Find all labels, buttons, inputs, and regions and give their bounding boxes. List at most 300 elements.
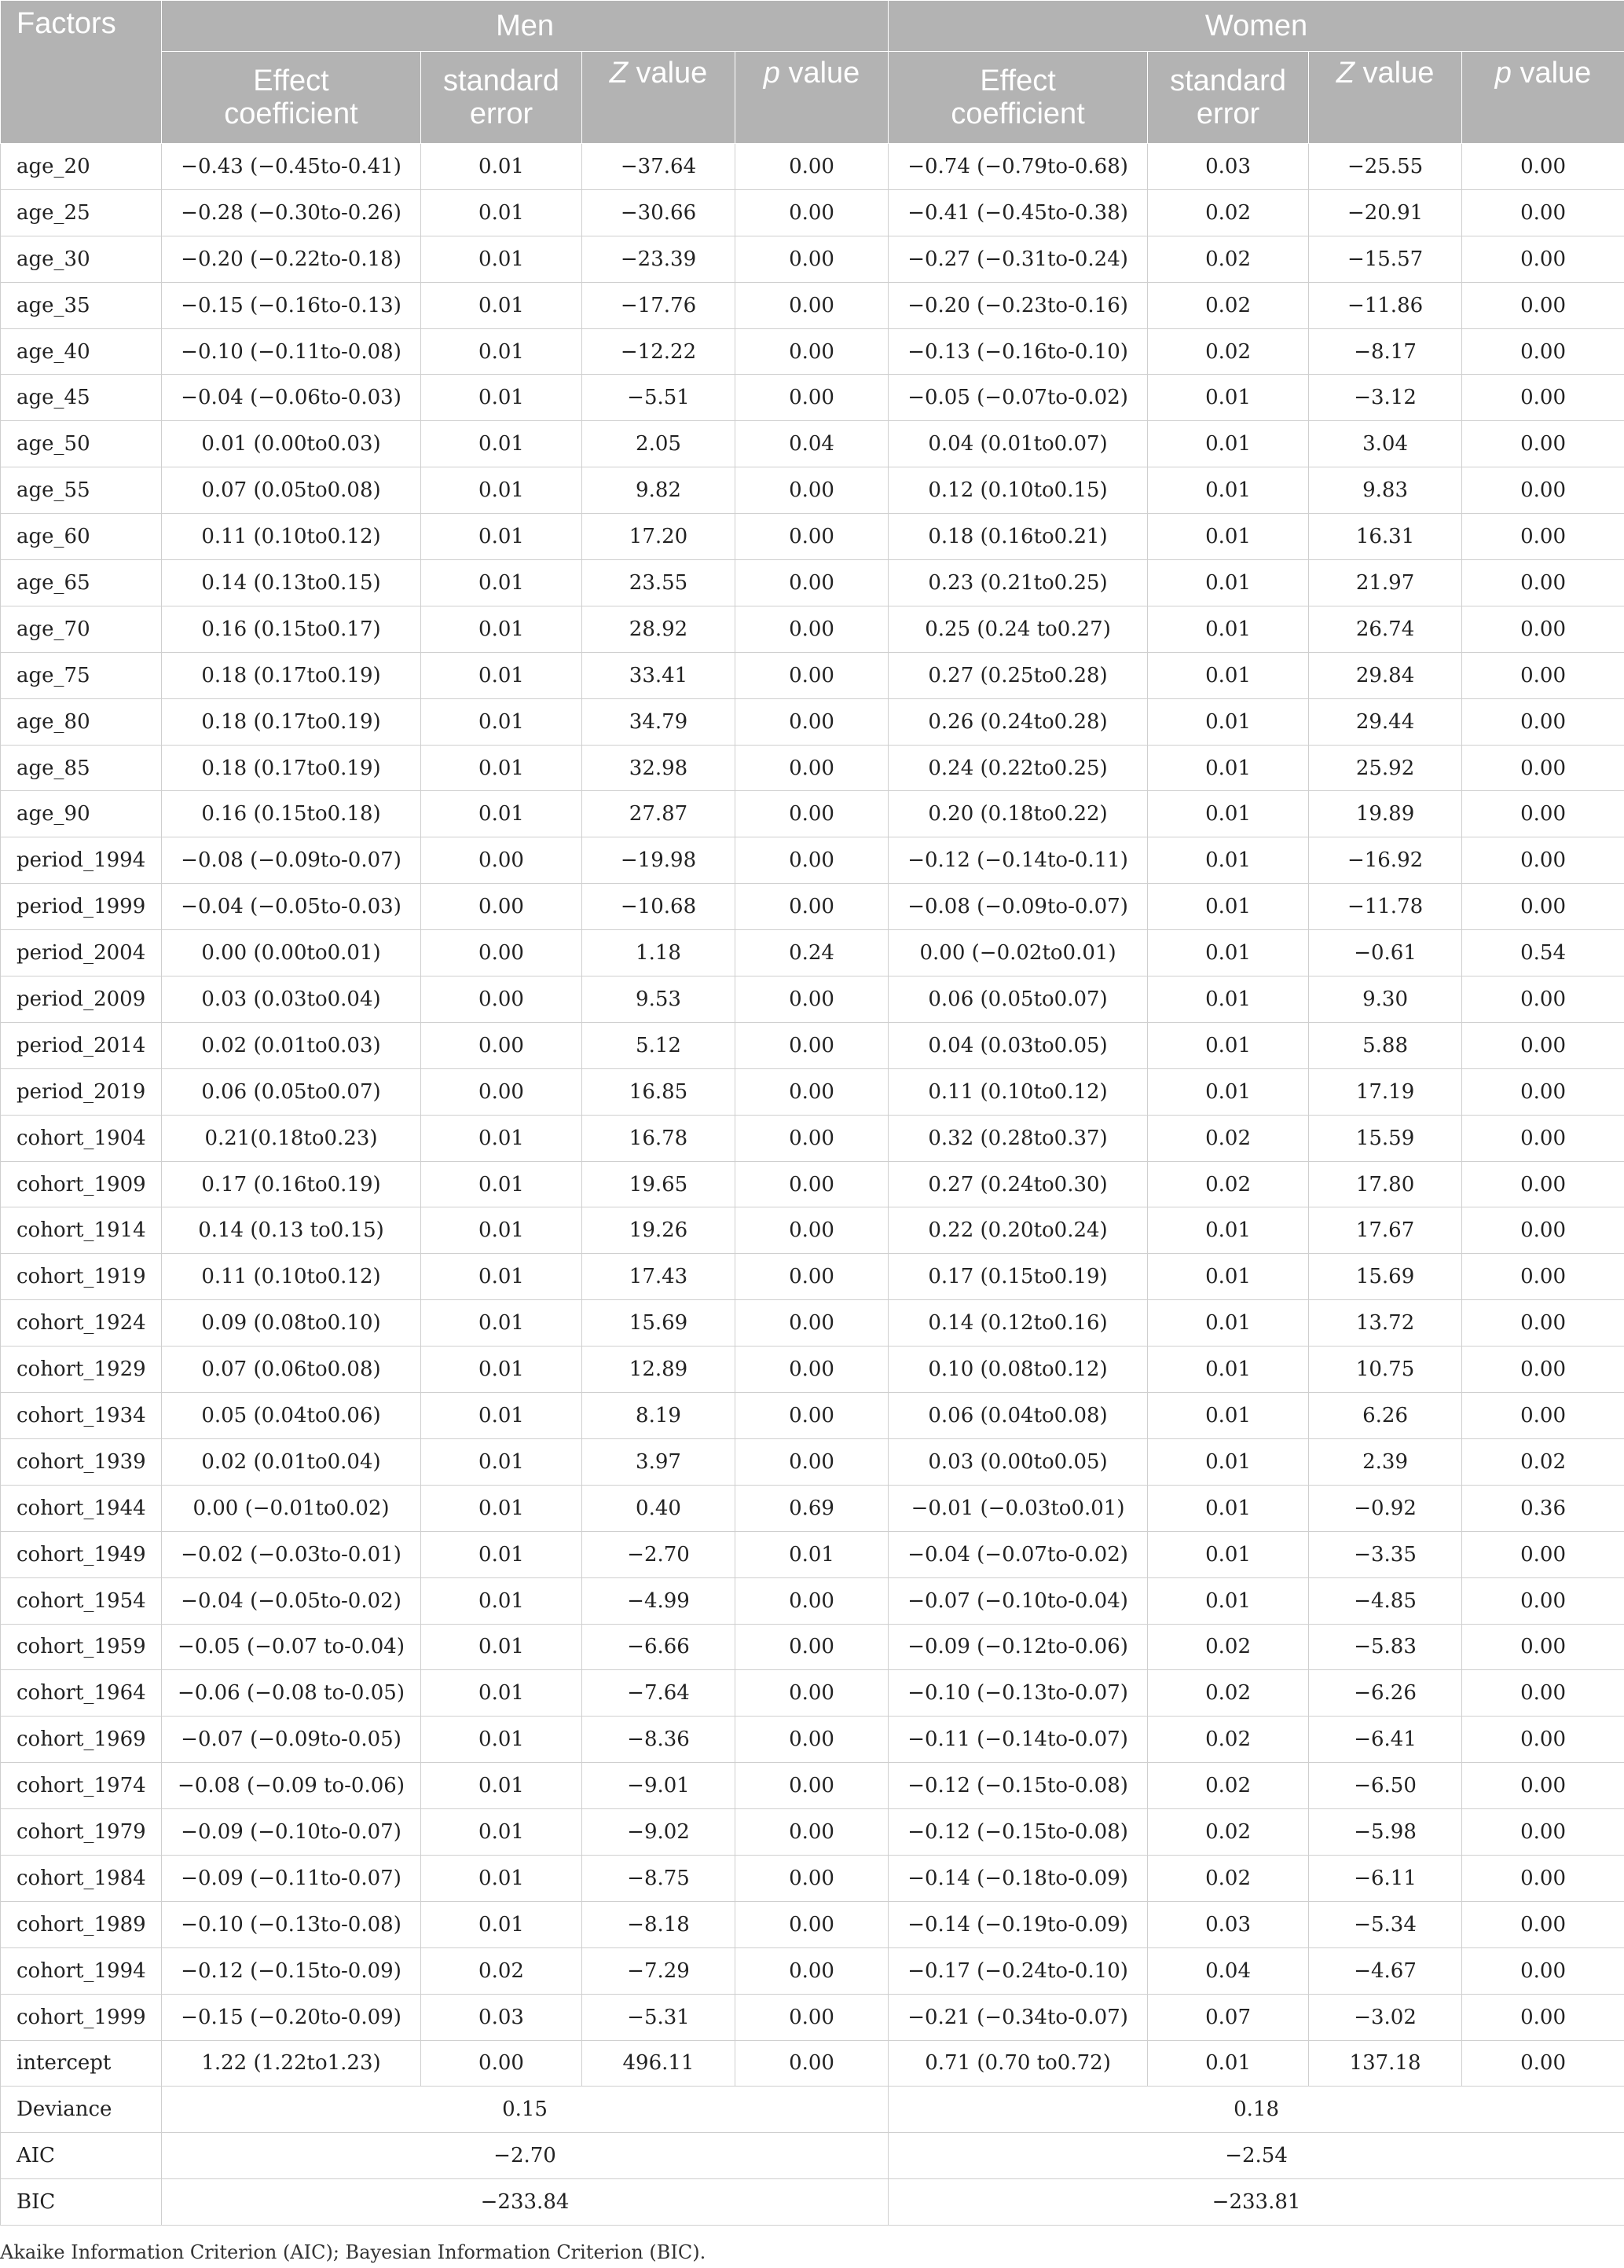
table-header — [1, 1, 1624, 144]
table-cell: 0.03 — [1148, 1901, 1309, 1947]
table-row — [1, 976, 1624, 1023]
table-cell: 0.01 — [1148, 1393, 1309, 1439]
table-row — [1, 698, 1624, 745]
table-cell: 0.00 — [1462, 652, 1624, 698]
table-cell: 9.53 — [582, 976, 735, 1023]
table-cell: −6.11 — [1309, 1855, 1462, 1901]
table-body — [1, 144, 1624, 2226]
table-cell: 0.01 — [1148, 1485, 1309, 1531]
table-row — [1, 652, 1624, 698]
table-cell: 17.80 — [1309, 1161, 1462, 1207]
table-cell: −0.13 (−0.16to-0.10) — [889, 328, 1148, 375]
table-cell: 0.00 — [1462, 606, 1624, 652]
table-row — [1, 1300, 1624, 1347]
table-cell: −0.17 (−0.24to-0.10) — [889, 1947, 1148, 1994]
table-cell: 0.00 — [1462, 2040, 1624, 2087]
table-cell: 0.00 — [1462, 1347, 1624, 1393]
table-cell: 28.92 — [582, 606, 735, 652]
table-cell: 0.69 — [735, 1485, 889, 1531]
table-cell: 0.01 — [421, 1161, 582, 1207]
table-cell: −4.67 — [1309, 1947, 1462, 1994]
table-cell: 0.01 — [1148, 1577, 1309, 1624]
table-cell: −0.07 (−0.10to-0.04) — [889, 1577, 1148, 1624]
table-cell: 0.00 — [735, 467, 889, 514]
table-cell: 0.00 — [735, 282, 889, 328]
table-cell: −11.78 — [1309, 884, 1462, 930]
table-cell: 0.01 — [1148, 976, 1309, 1023]
table-cell: 0.01 — [421, 1207, 582, 1254]
table-cell: 0.14 (0.13to0.15) — [162, 560, 421, 606]
table-cell: 0.02 — [1148, 1855, 1309, 1901]
table-cell: 0.02 — [1148, 1161, 1309, 1207]
table-cell: 0.00 (0.00to0.01) — [162, 930, 421, 976]
table-cell: 0.00 — [735, 1347, 889, 1393]
group-header-men: Men — [162, 1, 889, 52]
table-cell: 0.00 — [1462, 189, 1624, 236]
table-cell: 0.00 — [1462, 1068, 1624, 1115]
table-cell: 0.01 — [421, 514, 582, 560]
table-cell: 0.00 — [735, 1254, 889, 1300]
table-cell: −5.34 — [1309, 1901, 1462, 1947]
column-header-row — [1, 52, 1624, 144]
table-cell: 0.00 — [421, 1068, 582, 1115]
table-cell: 0.00 — [1462, 745, 1624, 791]
column-header-text: value — [1354, 57, 1435, 90]
summary-label: AIC — [1, 2133, 162, 2179]
factor-label: cohort_1974 — [1, 1763, 162, 1809]
table-cell: −0.14 (−0.19to-0.09) — [889, 1901, 1148, 1947]
table-cell: −4.99 — [582, 1577, 735, 1624]
table-cell: −7.29 — [582, 1947, 735, 1994]
factor-label: period_1994 — [1, 837, 162, 884]
factor-label: intercept — [1, 2040, 162, 2087]
table-cell: 0.01 — [421, 560, 582, 606]
table-cell: 9.30 — [1309, 976, 1462, 1023]
table-cell: 2.05 — [582, 421, 735, 467]
table-cell: 0.00 — [735, 1068, 889, 1115]
summary-value: −2.54 — [889, 2133, 1624, 2179]
table-cell: 0.00 (−0.02to0.01) — [889, 930, 1148, 976]
table-cell: 0.00 — [735, 1994, 889, 2040]
table-cell: −0.61 — [1309, 930, 1462, 976]
table-cell: 0.12 (0.10to0.15) — [889, 467, 1148, 514]
table-row — [1, 930, 1624, 976]
factor-label: cohort_1944 — [1, 1485, 162, 1531]
table-cell: 0.01 — [421, 328, 582, 375]
table-cell: 17.67 — [1309, 1207, 1462, 1254]
table-cell: −4.85 — [1309, 1577, 1462, 1624]
table-cell: 0.01 — [421, 1670, 582, 1717]
table-cell: 0.20 (0.18to0.22) — [889, 791, 1148, 837]
column-header-line1: standard — [443, 64, 559, 97]
table-cell: 0.17 (0.15to0.19) — [889, 1254, 1148, 1300]
column-header — [1462, 52, 1624, 144]
table-cell: 0.02 — [1148, 189, 1309, 236]
table-cell: 0.02 — [1148, 1809, 1309, 1856]
table-cell: 0.00 — [735, 236, 889, 282]
table-cell: 0.00 — [421, 2040, 582, 2087]
table-cell: 0.01 — [1148, 884, 1309, 930]
table-cell: 2.39 — [1309, 1438, 1462, 1485]
table-cell: −0.08 (−0.09to-0.07) — [889, 884, 1148, 930]
table-cell: −16.92 — [1309, 837, 1462, 884]
table-cell: −0.10 (−0.11to-0.08) — [162, 328, 421, 375]
table-cell: 0.00 — [1462, 1022, 1624, 1068]
factor-label: cohort_1904 — [1, 1115, 162, 1161]
table-cell: 0.00 — [735, 144, 889, 190]
column-header — [1148, 52, 1309, 144]
table-cell: 0.00 — [1462, 1855, 1624, 1901]
table-cell: −0.21 (−0.34to-0.07) — [889, 1994, 1148, 2040]
table-cell: 29.84 — [1309, 652, 1462, 698]
table-row — [1, 2040, 1624, 2087]
table-cell: 34.79 — [582, 698, 735, 745]
factor-label: cohort_1959 — [1, 1624, 162, 1670]
table-cell: 0.00 — [1462, 514, 1624, 560]
column-header-line2: coefficient — [224, 97, 358, 130]
table-cell: 0.00 — [1462, 1809, 1624, 1856]
table-cell: 0.00 — [735, 2040, 889, 2087]
table-row — [1, 1577, 1624, 1624]
table-cell: −0.20 (−0.23to-0.16) — [889, 282, 1148, 328]
table-cell: −15.57 — [1309, 236, 1462, 282]
table-cell: −17.76 — [582, 282, 735, 328]
factor-label: cohort_1914 — [1, 1207, 162, 1254]
table-cell: 0.00 — [735, 1022, 889, 1068]
table-cell: 0.23 (0.21to0.25) — [889, 560, 1148, 606]
table-cell: 0.00 — [735, 1809, 889, 1856]
table-cell: −5.31 — [582, 1994, 735, 2040]
table-cell: 0.01 — [421, 606, 582, 652]
table-cell: −0.12 (−0.15to-0.08) — [889, 1763, 1148, 1809]
table-cell: −3.12 — [1309, 375, 1462, 421]
table-cell: −19.98 — [582, 837, 735, 884]
table-row — [1, 837, 1624, 884]
table-cell: −2.70 — [582, 1531, 735, 1577]
table-cell: 0.02 (0.01to0.03) — [162, 1022, 421, 1068]
table-footnote: Akaike Information Criterion (AIC); Bayesian Information Criterion (BIC). — [0, 2241, 706, 2263]
factor-label: age_55 — [1, 467, 162, 514]
table-row — [1, 1022, 1624, 1068]
table-cell: −6.41 — [1309, 1717, 1462, 1763]
table-cell: 0.02 — [1148, 1624, 1309, 1670]
table-cell: 0.01 — [1148, 837, 1309, 884]
table-cell: 6.26 — [1309, 1393, 1462, 1439]
table-cell: −6.66 — [582, 1624, 735, 1670]
factor-label: cohort_1909 — [1, 1161, 162, 1207]
table-cell: 0.00 — [735, 698, 889, 745]
table-cell: 0.00 — [1462, 1161, 1624, 1207]
table-cell: −0.04 (−0.06to-0.03) — [162, 375, 421, 421]
table-cell: 0.01 — [1148, 930, 1309, 976]
column-header-text: value — [1511, 57, 1592, 90]
table-cell: 0.01 — [1148, 467, 1309, 514]
table-row — [1, 1254, 1624, 1300]
table-row — [1, 791, 1624, 837]
table-row — [1, 560, 1624, 606]
table-cell: 0.00 — [735, 976, 889, 1023]
table-cell: 0.00 — [735, 375, 889, 421]
table-cell: −0.05 (−0.07to-0.02) — [889, 375, 1148, 421]
table-cell: 0.00 — [421, 976, 582, 1023]
table-cell: 0.01 — [421, 1300, 582, 1347]
table-cell: −0.15 (−0.16to-0.13) — [162, 282, 421, 328]
table-cell: 0.01 — [421, 791, 582, 837]
table-cell: −0.02 (−0.03to-0.01) — [162, 1531, 421, 1577]
table-cell: 0.01 — [421, 375, 582, 421]
table-cell: 0.01 — [421, 1393, 582, 1439]
table-cell: 0.06 (0.05to0.07) — [162, 1068, 421, 1115]
table-row — [1, 1438, 1624, 1485]
table-cell: 0.01 — [421, 1717, 582, 1763]
table-row — [1, 1485, 1624, 1531]
table-cell: −23.39 — [582, 236, 735, 282]
table-cell: 0.00 — [735, 884, 889, 930]
table-cell: 0.22 (0.20to0.24) — [889, 1207, 1148, 1254]
table-cell: 0.71 (0.70 to0.72) — [889, 2040, 1148, 2087]
table-cell: 0.00 — [1462, 1717, 1624, 1763]
table-cell: 0.01 — [421, 421, 582, 467]
column-header — [735, 52, 889, 144]
table-cell: 0.18 (0.17to0.19) — [162, 652, 421, 698]
table-cell: 15.69 — [1309, 1254, 1462, 1300]
table-cell: −5.98 — [1309, 1809, 1462, 1856]
factor-label: age_30 — [1, 236, 162, 282]
column-header-symbol: Z — [609, 57, 628, 90]
table-cell: −37.64 — [582, 144, 735, 190]
table-cell: 0.01 — [421, 1901, 582, 1947]
table-cell: 0.00 — [735, 791, 889, 837]
table-cell: −0.14 (−0.18to-0.09) — [889, 1855, 1148, 1901]
table-cell: 0.01 — [421, 1254, 582, 1300]
factor-label: cohort_1999 — [1, 1994, 162, 2040]
table-cell: 0.00 (−0.01to0.02) — [162, 1485, 421, 1531]
table-cell: 19.26 — [582, 1207, 735, 1254]
table-cell: 0.01 — [421, 189, 582, 236]
table-cell: −0.12 (−0.15to-0.08) — [889, 1809, 1148, 1856]
table-cell: −8.75 — [582, 1855, 735, 1901]
table-row — [1, 421, 1624, 467]
table-cell: 0.00 — [735, 1855, 889, 1901]
table-cell: 0.01 — [421, 282, 582, 328]
table-cell: 9.83 — [1309, 467, 1462, 514]
table-cell: 0.00 — [735, 1670, 889, 1717]
table-cell: 0.00 — [1462, 144, 1624, 190]
table-cell: 0.00 — [735, 328, 889, 375]
table-cell: −0.28 (−0.30to-0.26) — [162, 189, 421, 236]
table-cell: 0.01 — [1148, 791, 1309, 837]
table-cell: 0.18 (0.17to0.19) — [162, 745, 421, 791]
table-cell: 1.22 (1.22to1.23) — [162, 2040, 421, 2087]
table-cell: 0.01 — [1148, 652, 1309, 698]
table-cell: −25.55 — [1309, 144, 1462, 190]
table-cell: 0.32 (0.28to0.37) — [889, 1115, 1148, 1161]
table-cell: 0.00 — [1462, 1300, 1624, 1347]
table-cell: −20.91 — [1309, 189, 1462, 236]
table-cell: 0.00 — [421, 884, 582, 930]
table-cell: 3.04 — [1309, 421, 1462, 467]
column-header-line2: coefficient — [951, 97, 1085, 130]
table-cell: 0.00 — [1462, 1901, 1624, 1947]
table-cell: −7.64 — [582, 1670, 735, 1717]
table-cell: 0.40 — [582, 1485, 735, 1531]
table-cell: 17.43 — [582, 1254, 735, 1300]
table-cell: 0.00 — [1462, 236, 1624, 282]
table-cell: −30.66 — [582, 189, 735, 236]
table-cell: 0.00 — [1462, 1577, 1624, 1624]
table-cell: 0.00 — [735, 745, 889, 791]
table-cell: 0.00 — [1462, 421, 1624, 467]
table-cell: 0.02 — [1148, 1670, 1309, 1717]
table-cell: 0.11 (0.10to0.12) — [162, 1254, 421, 1300]
factor-label: age_75 — [1, 652, 162, 698]
table-cell: 0.00 — [1462, 837, 1624, 884]
table-cell: 0.01 — [1148, 1531, 1309, 1577]
table-cell: 27.87 — [582, 791, 735, 837]
table-cell: 0.01 — [1148, 1207, 1309, 1254]
factor-label: cohort_1949 — [1, 1531, 162, 1577]
table-cell: 0.00 — [735, 1947, 889, 1994]
table-cell: 0.09 (0.08to0.10) — [162, 1300, 421, 1347]
summary-value: −233.84 — [162, 2179, 889, 2226]
factor-label: age_80 — [1, 698, 162, 745]
factor-label: cohort_1924 — [1, 1300, 162, 1347]
factor-label: period_2014 — [1, 1022, 162, 1068]
table-cell: 0.07 — [1148, 1994, 1309, 2040]
table-cell: 0.00 — [735, 606, 889, 652]
table-cell: −9.01 — [582, 1763, 735, 1809]
summary-value: 0.15 — [162, 2087, 889, 2133]
table-cell: 0.00 — [1462, 1994, 1624, 2040]
table-row — [1, 1901, 1624, 1947]
table-cell: 0.03 — [421, 1994, 582, 2040]
table-cell: 0.24 — [735, 930, 889, 976]
table-cell: 0.00 — [735, 1763, 889, 1809]
table-cell: −0.04 (−0.07to-0.02) — [889, 1531, 1148, 1577]
factor-label: cohort_1939 — [1, 1438, 162, 1485]
table-cell: 0.01 — [421, 1624, 582, 1670]
table-cell: −3.02 — [1309, 1994, 1462, 2040]
table-cell: 0.02 (0.01to0.04) — [162, 1438, 421, 1485]
table-cell: 0.36 — [1462, 1485, 1624, 1531]
table-cell: 17.19 — [1309, 1068, 1462, 1115]
table-cell: 0.01 — [1148, 1300, 1309, 1347]
table-cell: 0.00 — [735, 1438, 889, 1485]
table-row — [1, 1347, 1624, 1393]
table-row — [1, 1809, 1624, 1856]
table-cell: 0.00 — [1462, 1115, 1624, 1161]
table-cell: −5.51 — [582, 375, 735, 421]
factor-label: period_2009 — [1, 976, 162, 1023]
table-cell: 0.00 — [1462, 1254, 1624, 1300]
table-cell: 0.17 (0.16to0.19) — [162, 1161, 421, 1207]
column-header — [421, 52, 582, 144]
table-cell: 16.78 — [582, 1115, 735, 1161]
table-cell: 0.01 — [1148, 514, 1309, 560]
table-row — [1, 1763, 1624, 1809]
table-cell: −8.17 — [1309, 328, 1462, 375]
table-cell: 0.04 — [735, 421, 889, 467]
table-row — [1, 236, 1624, 282]
column-header-line2: error — [469, 97, 533, 130]
table-cell: 0.00 — [421, 930, 582, 976]
table-cell: 0.18 (0.16to0.21) — [889, 514, 1148, 560]
table-cell: −0.06 (−0.08 to-0.05) — [162, 1670, 421, 1717]
table-row — [1, 1717, 1624, 1763]
table-cell: 0.01 — [421, 467, 582, 514]
table-cell: 0.01 — [421, 1855, 582, 1901]
table-cell: −0.04 (−0.05to-0.03) — [162, 884, 421, 930]
summary-row — [1, 2179, 1624, 2226]
table-cell: 0.01 — [421, 236, 582, 282]
table-cell: 0.00 — [735, 1115, 889, 1161]
table-cell: 0.00 — [1462, 1393, 1624, 1439]
table-cell: 0.01 — [1148, 2040, 1309, 2087]
table-cell: 0.00 — [1462, 791, 1624, 837]
table-cell: 0.27 (0.24to0.30) — [889, 1161, 1148, 1207]
factor-label: period_1999 — [1, 884, 162, 930]
table-row — [1, 1115, 1624, 1161]
table-cell: 5.12 — [582, 1022, 735, 1068]
table-cell: 0.00 — [1462, 1670, 1624, 1717]
table-cell: 19.65 — [582, 1161, 735, 1207]
table-cell: 0.01 — [1148, 421, 1309, 467]
factor-label: age_35 — [1, 282, 162, 328]
table-cell: −10.68 — [582, 884, 735, 930]
table-cell: 33.41 — [582, 652, 735, 698]
factor-label: cohort_1954 — [1, 1577, 162, 1624]
table-cell: −0.05 (−0.07 to-0.04) — [162, 1624, 421, 1670]
table-cell: −0.74 (−0.79to-0.68) — [889, 144, 1148, 190]
table-row — [1, 606, 1624, 652]
table-cell: 25.92 — [1309, 745, 1462, 791]
table-cell: 0.01 — [1148, 1438, 1309, 1485]
table-row — [1, 1670, 1624, 1717]
factor-label: period_2019 — [1, 1068, 162, 1115]
table-cell: −0.92 — [1309, 1485, 1462, 1531]
table-cell: 23.55 — [582, 560, 735, 606]
table-cell: 0.03 (0.03to0.04) — [162, 976, 421, 1023]
table-cell: 0.02 — [1148, 328, 1309, 375]
table-cell: −0.27 (−0.31to-0.24) — [889, 236, 1148, 282]
table-cell: 0.11 (0.10to0.12) — [889, 1068, 1148, 1115]
table-cell: 0.00 — [1462, 467, 1624, 514]
table-cell: −0.09 (−0.10to-0.07) — [162, 1809, 421, 1856]
table-cell: 0.06 (0.04to0.08) — [889, 1393, 1148, 1439]
factors-header: Factors — [1, 1, 162, 144]
table-cell: 0.00 — [1462, 375, 1624, 421]
column-header-line2: error — [1196, 97, 1260, 130]
factor-label: cohort_1934 — [1, 1393, 162, 1439]
factor-label: cohort_1919 — [1, 1254, 162, 1300]
table-row — [1, 375, 1624, 421]
table-cell: 3.97 — [582, 1438, 735, 1485]
column-header — [162, 52, 421, 144]
column-header-text: value — [627, 57, 708, 90]
table-cell: 0.00 — [735, 1393, 889, 1439]
table-row — [1, 1068, 1624, 1115]
column-header-line1: Effect — [253, 64, 329, 97]
table-cell: 5.88 — [1309, 1022, 1462, 1068]
table-cell: −5.83 — [1309, 1624, 1462, 1670]
table-cell: 0.00 — [735, 1577, 889, 1624]
table-cell: 0.21(0.18to0.23) — [162, 1115, 421, 1161]
table-cell: 0.00 — [421, 837, 582, 884]
table-cell: 0.01 — [421, 1438, 582, 1485]
table-cell: 0.00 — [1462, 1763, 1624, 1809]
table-row — [1, 1855, 1624, 1901]
table-cell: 0.05 (0.04to0.06) — [162, 1393, 421, 1439]
